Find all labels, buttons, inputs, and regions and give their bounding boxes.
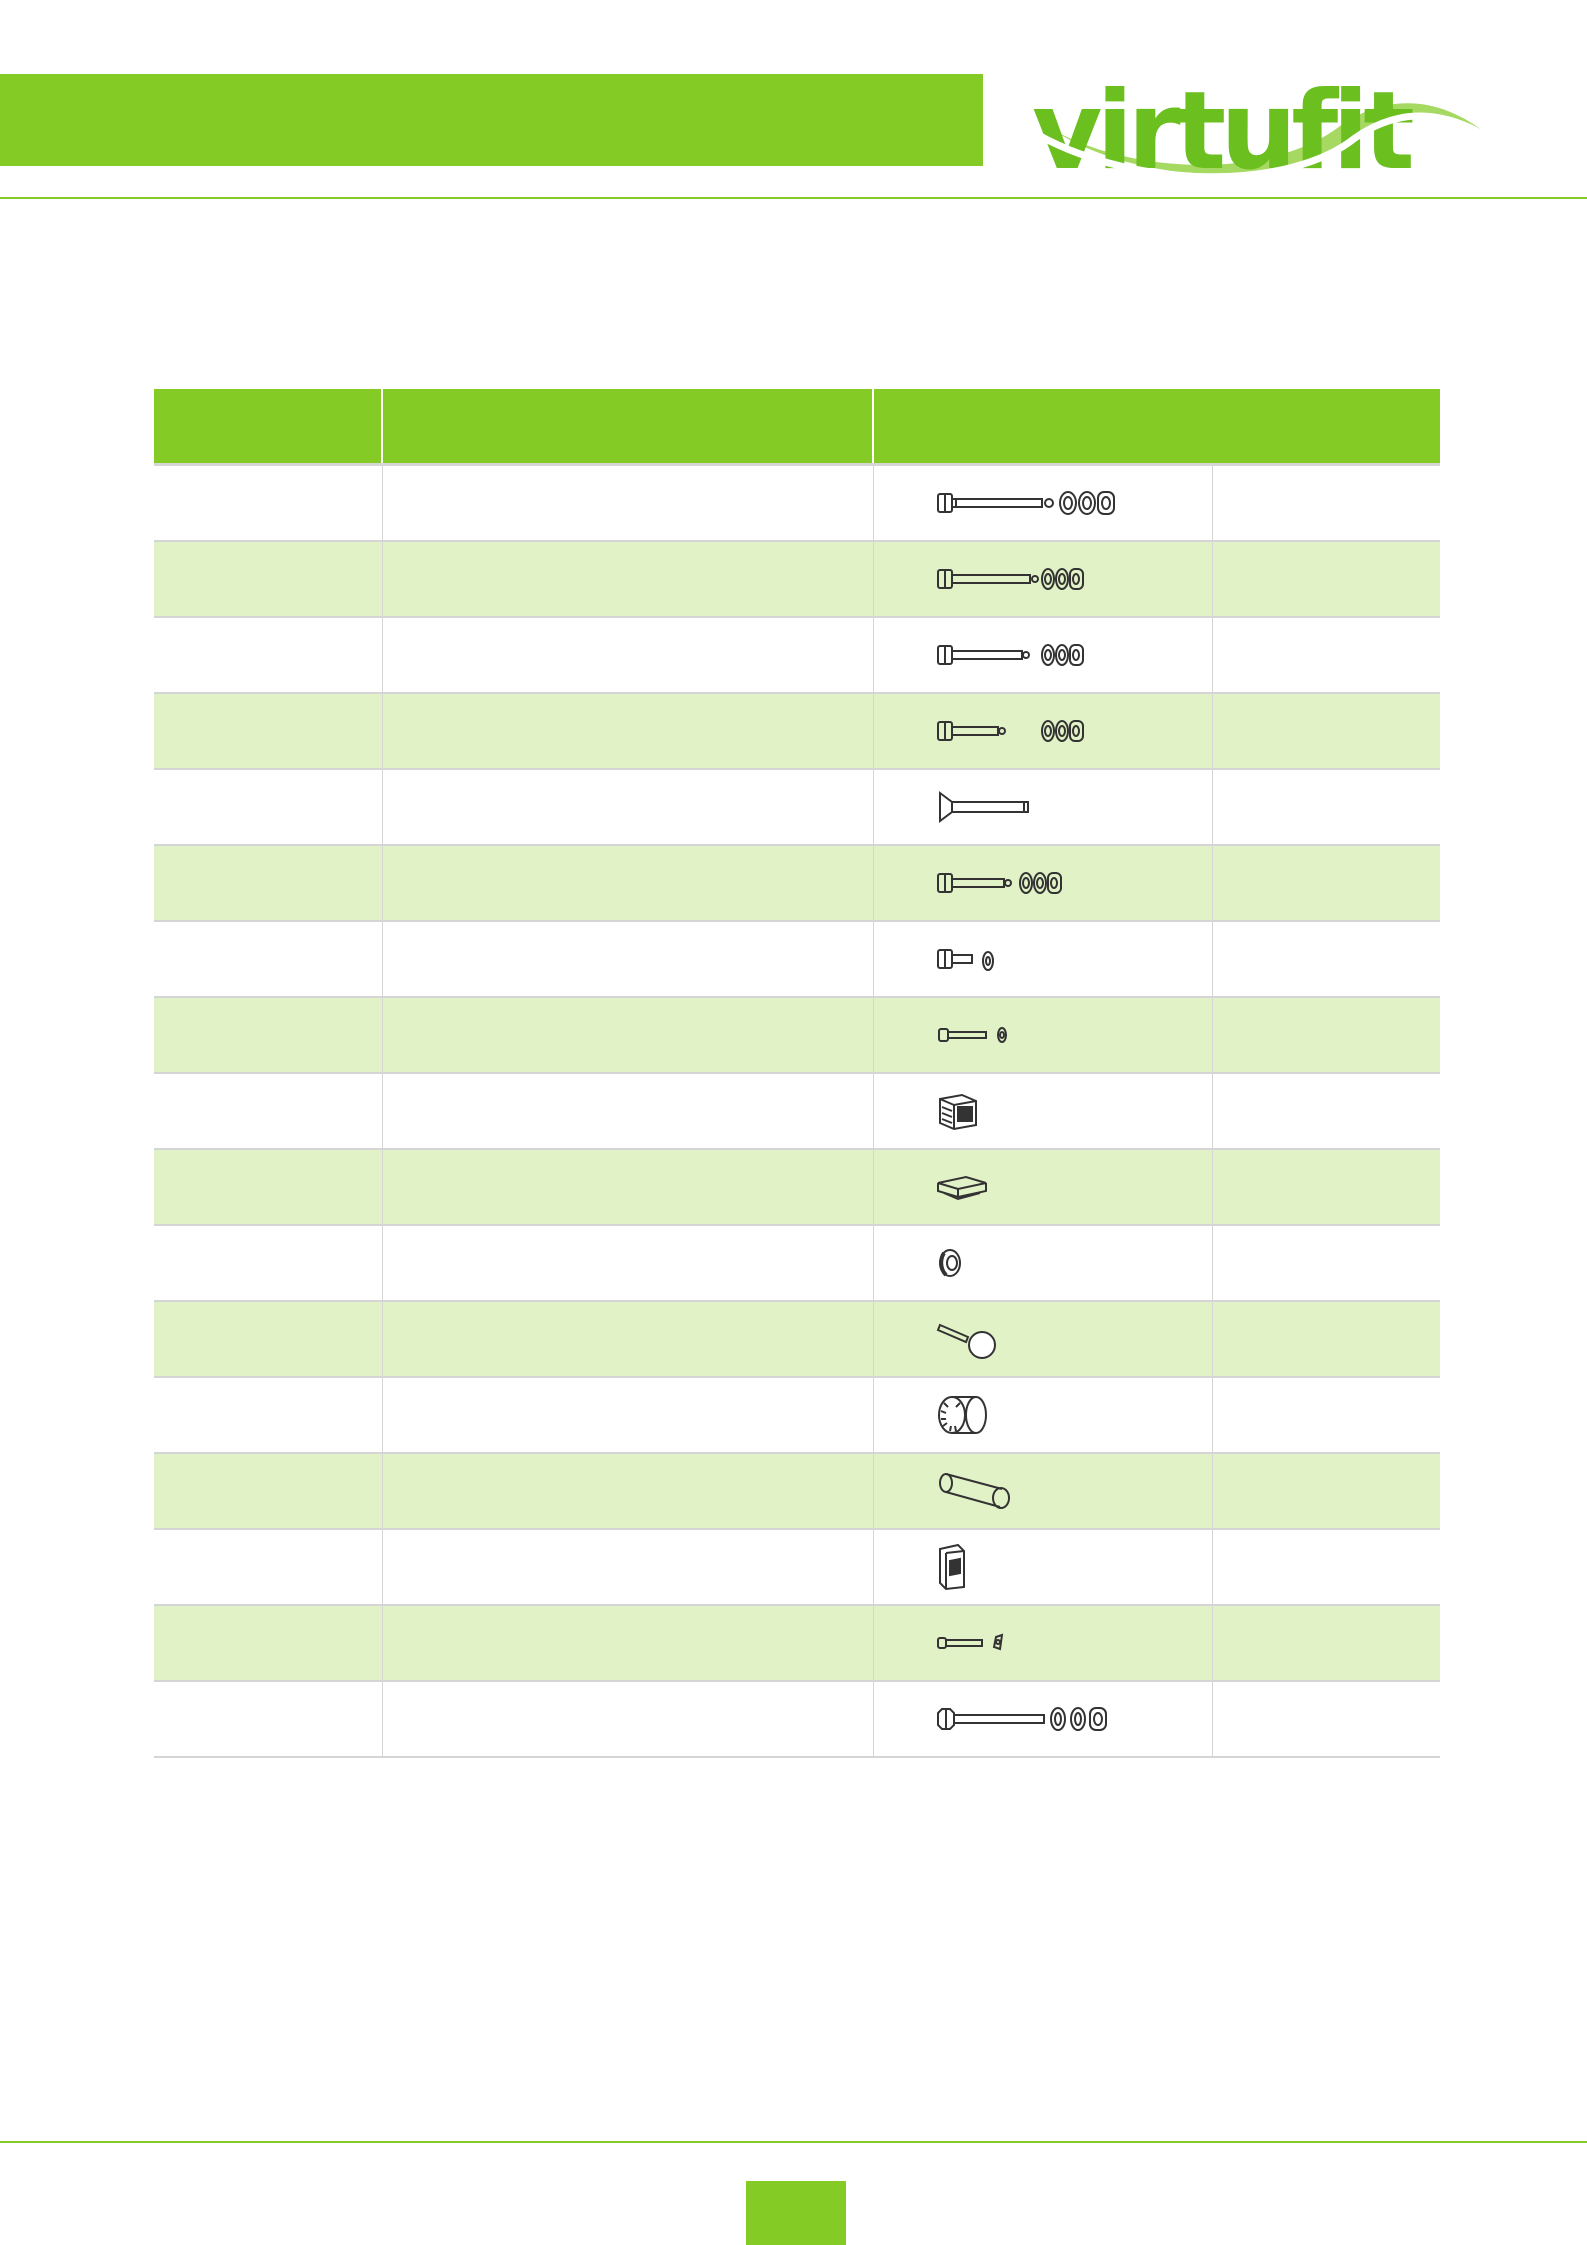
table-row [154, 997, 1440, 1073]
table-row [154, 1681, 1440, 1757]
bolt-with-washers-nut-icon [936, 559, 1136, 599]
table-row [154, 1453, 1440, 1529]
part-description-cell [382, 1301, 873, 1377]
part-quantity-cell [1212, 1453, 1440, 1529]
part-number-cell [154, 997, 382, 1073]
page-number-box [746, 2181, 846, 2245]
header-cell-drawing [873, 389, 1440, 465]
part-quantity-cell [1212, 541, 1440, 617]
part-drawing-cell [873, 693, 1212, 769]
part-quantity-cell [1212, 997, 1440, 1073]
part-quantity-cell [1212, 1149, 1440, 1225]
virtufit-logo [1020, 40, 1490, 190]
part-drawing-cell [873, 921, 1212, 997]
part-drawing-cell [873, 1225, 1212, 1301]
footer-divider [0, 2141, 1587, 2143]
part-quantity-cell [1212, 1301, 1440, 1377]
part-number-cell [154, 1605, 382, 1681]
svg-text:virtufit: virtufit [1032, 69, 1409, 190]
part-number-cell [154, 1681, 382, 1757]
table-row [154, 541, 1440, 617]
square-end-cap-icon [936, 1089, 1136, 1133]
virtufit-logo-graphic [1020, 40, 1490, 190]
table-row [154, 1073, 1440, 1149]
part-drawing-cell [873, 617, 1212, 693]
part-description-cell [382, 1073, 873, 1149]
screw-with-washer-icon [936, 1015, 1136, 1055]
part-description-cell [382, 465, 873, 542]
part-number-cell [154, 541, 382, 617]
countersunk-screw-icon [936, 787, 1136, 827]
part-number-cell [154, 845, 382, 921]
part-description-cell [382, 1453, 873, 1529]
table-row [154, 1149, 1440, 1225]
pull-pin-knob-icon [936, 1317, 1136, 1361]
part-drawing-cell [873, 1605, 1212, 1681]
part-number-cell [154, 1225, 382, 1301]
part-description-cell [382, 693, 873, 769]
part-drawing-cell [873, 1453, 1212, 1529]
header-cell-description [382, 389, 873, 465]
part-drawing-cell [873, 845, 1212, 921]
part-quantity-cell [1212, 1377, 1440, 1453]
table-row [154, 1377, 1440, 1453]
bolt-with-washers-nut-icon [936, 635, 1136, 675]
washer-icon [936, 1243, 1136, 1283]
part-quantity-cell [1212, 465, 1440, 542]
part-description-cell [382, 1605, 873, 1681]
part-number-cell [154, 921, 382, 997]
part-description-cell [382, 617, 873, 693]
part-number-cell [154, 1453, 382, 1529]
table-header-row [154, 389, 1440, 465]
part-drawing-cell [873, 1681, 1212, 1757]
table-row [154, 617, 1440, 693]
part-quantity-cell [1212, 769, 1440, 845]
part-description-cell [382, 541, 873, 617]
part-number-cell [154, 693, 382, 769]
small-screw-with-clip-icon [936, 1623, 1136, 1663]
hardware-parts-table [154, 389, 1440, 1758]
table-row [154, 1225, 1440, 1301]
part-number-cell [154, 1301, 382, 1377]
part-drawing-cell [873, 1301, 1212, 1377]
table-row [154, 1301, 1440, 1377]
part-description-cell [382, 1377, 873, 1453]
table-row [154, 1605, 1440, 1681]
part-number-cell [154, 1149, 382, 1225]
part-quantity-cell [1212, 617, 1440, 693]
part-description-cell [382, 1225, 873, 1301]
part-quantity-cell [1212, 921, 1440, 997]
table-row [154, 921, 1440, 997]
part-description-cell [382, 1681, 873, 1757]
part-drawing-cell [873, 769, 1212, 845]
header-cell-number [154, 389, 382, 465]
square-nut-icon [936, 1543, 1136, 1591]
part-drawing-cell [873, 997, 1212, 1073]
long-bolt-with-washers-nut-icon [936, 483, 1136, 523]
part-quantity-cell [1212, 693, 1440, 769]
part-description-cell [382, 845, 873, 921]
table-row [154, 693, 1440, 769]
part-quantity-cell [1212, 1681, 1440, 1757]
part-description-cell [382, 1149, 873, 1225]
part-description-cell [382, 1529, 873, 1605]
bolt-with-washers-nut-icon [936, 863, 1136, 903]
part-drawing-cell [873, 1529, 1212, 1605]
short-bolt-with-washer-icon [936, 939, 1136, 979]
knurled-knob-icon [936, 1393, 1136, 1437]
table-row [154, 1529, 1440, 1605]
part-quantity-cell [1212, 845, 1440, 921]
part-quantity-cell [1212, 1073, 1440, 1149]
part-quantity-cell [1212, 1529, 1440, 1605]
long-bolt-with-washers-nut-icon [936, 1699, 1136, 1739]
header-bar [0, 74, 983, 166]
part-number-cell [154, 1073, 382, 1149]
short-bolt-with-washers-nut-icon [936, 711, 1136, 751]
part-description-cell [382, 769, 873, 845]
table-row [154, 845, 1440, 921]
part-quantity-cell [1212, 1605, 1440, 1681]
part-drawing-cell [873, 465, 1212, 542]
part-number-cell [154, 1529, 382, 1605]
part-drawing-cell [873, 1377, 1212, 1453]
part-quantity-cell [1212, 1225, 1440, 1301]
part-description-cell [382, 921, 873, 997]
part-drawing-cell [873, 1149, 1212, 1225]
part-number-cell [154, 465, 382, 542]
part-drawing-cell [873, 541, 1212, 617]
part-number-cell [154, 617, 382, 693]
part-description-cell [382, 997, 873, 1073]
part-number-cell [154, 769, 382, 845]
table-row [154, 465, 1440, 542]
part-number-cell [154, 1377, 382, 1453]
table-row [154, 769, 1440, 845]
sleeve-tube-icon [936, 1469, 1136, 1513]
header-divider [0, 197, 1587, 199]
part-drawing-cell [873, 1073, 1212, 1149]
flat-end-cap-icon [936, 1167, 1136, 1207]
